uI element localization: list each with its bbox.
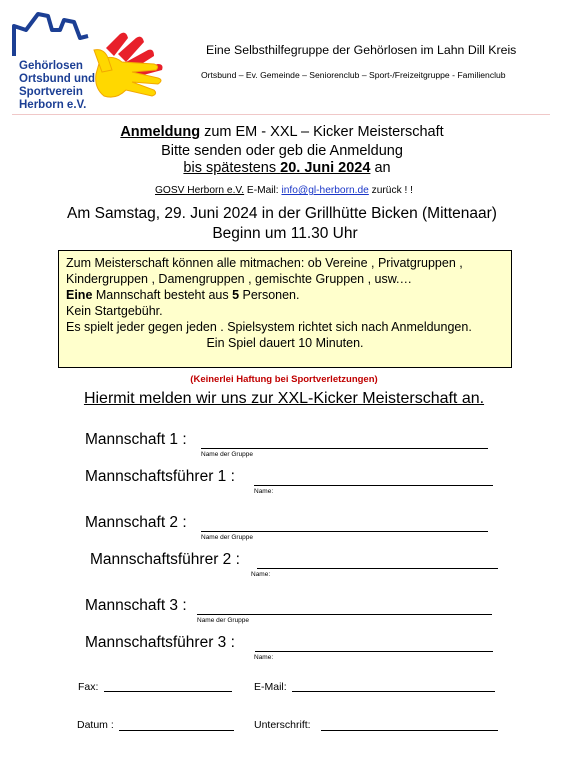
signature-label: Unterschrift: xyxy=(254,719,311,731)
email-label: E-Mail: xyxy=(254,681,287,693)
registration-text: Hiermit melden wir uns zur XXL-Kicker Meisterschaft an. xyxy=(83,390,485,407)
team1-label: Mannschaft 1 : xyxy=(85,431,187,448)
title-rest: zum EM - XXL – Kicker Meisterschaft xyxy=(200,124,444,140)
info-line: Kindergruppen , Damengruppen , gemischte Gruppen , usw.… xyxy=(66,272,413,286)
captain1-field[interactable] xyxy=(254,485,493,486)
date-field[interactable] xyxy=(119,730,234,731)
team3-hint: Name der Gruppe xyxy=(197,617,250,624)
header-divider xyxy=(12,114,550,115)
header-title: Eine Selbsthilfegruppe der Gehörlosen im Lahn Dill Kreis xyxy=(206,43,517,57)
contact-org: GOSV Herborn e.V. xyxy=(155,185,245,196)
registration-statement xyxy=(2,390,564,408)
info-line: Kein Startgebühr. xyxy=(66,304,163,318)
logo-line: Gehörlosen xyxy=(19,60,83,72)
logo-text xyxy=(19,60,95,112)
info-team-unit: Personen. xyxy=(239,288,300,302)
fax-field[interactable] xyxy=(104,691,232,692)
title-anmeldung: Anmeldung xyxy=(120,124,201,140)
title-line-2: Bitte senden oder geb die Anmeldung xyxy=(161,143,403,159)
logo-line: Sportverein xyxy=(19,86,83,98)
captain2-hint: Name: xyxy=(251,571,271,578)
info-team-word: Eine xyxy=(66,288,93,302)
deadline-suffix: an xyxy=(370,160,391,176)
captain1-hint: Name: xyxy=(254,488,274,495)
title-line-3 xyxy=(5,160,564,176)
contact-line xyxy=(2,185,564,196)
logo-line: Herborn e.V. xyxy=(19,99,87,111)
event-date-location: Am Samstag, 29. Juni 2024 in der Grillhütte Bicken (Mittenaar) xyxy=(67,205,497,222)
info-team-size: 5 xyxy=(232,288,240,302)
liability-warning: (Keinerlei Haftung bei Sportverletzungen) xyxy=(190,374,378,385)
fax-label: Fax: xyxy=(78,681,99,693)
header-subtitle: Ortsbund – Ev. Gemeinde – Seniorenclub – Sport-/Freizeitgruppe - Familienclub xyxy=(201,70,506,80)
signature-field[interactable] xyxy=(321,730,498,731)
team2-hint: Name der Gruppe xyxy=(201,534,254,541)
deadline-date: 20. Juni 2024 xyxy=(280,160,371,176)
date-label: Datum : xyxy=(77,719,114,731)
team2-label: Mannschaft 2 : xyxy=(85,514,187,531)
team3-field[interactable] xyxy=(197,614,492,615)
team1-field[interactable] xyxy=(201,448,488,449)
captain3-hint: Name: xyxy=(254,654,274,661)
info-team-text: Mannschaft besteht aus xyxy=(92,288,233,302)
club-logo xyxy=(8,8,188,111)
info-line xyxy=(66,287,504,303)
team1-hint: Name der Gruppe xyxy=(201,451,254,458)
info-box xyxy=(58,250,512,368)
contact-suffix: zurück ! ! xyxy=(368,185,413,196)
event-start-time: Beginn um 11.30 Uhr xyxy=(212,225,358,242)
captain1-label: Mannschaftsführer 1 : xyxy=(85,468,235,485)
info-line: Es spielt jeder gegen jeden . Spielsystem richtet sich nach Anmeldungen. xyxy=(66,320,472,334)
email-field[interactable] xyxy=(292,691,495,692)
captain3-field[interactable] xyxy=(255,651,493,652)
info-line: Zum Meisterschaft können alle mitmachen: ob Vereine , Privatgruppen , xyxy=(66,256,463,270)
deadline-prefix: bis spätestens xyxy=(183,160,281,176)
page-title xyxy=(0,124,564,140)
info-line: Ein Spiel dauert 10 Minuten. xyxy=(206,336,364,350)
contact-email-link[interactable]: info@gl-herborn.de xyxy=(281,185,369,196)
captain2-field[interactable] xyxy=(257,568,498,569)
captain2-label: Mannschaftsführer 2 : xyxy=(90,551,240,568)
captain3-label: Mannschaftsführer 3 : xyxy=(85,634,235,651)
logo-line: Ortsbund und xyxy=(19,73,96,85)
team2-field[interactable] xyxy=(201,531,488,532)
contact-email-label: E-Mail: xyxy=(244,185,282,196)
team3-label: Mannschaft 3 : xyxy=(85,597,187,614)
